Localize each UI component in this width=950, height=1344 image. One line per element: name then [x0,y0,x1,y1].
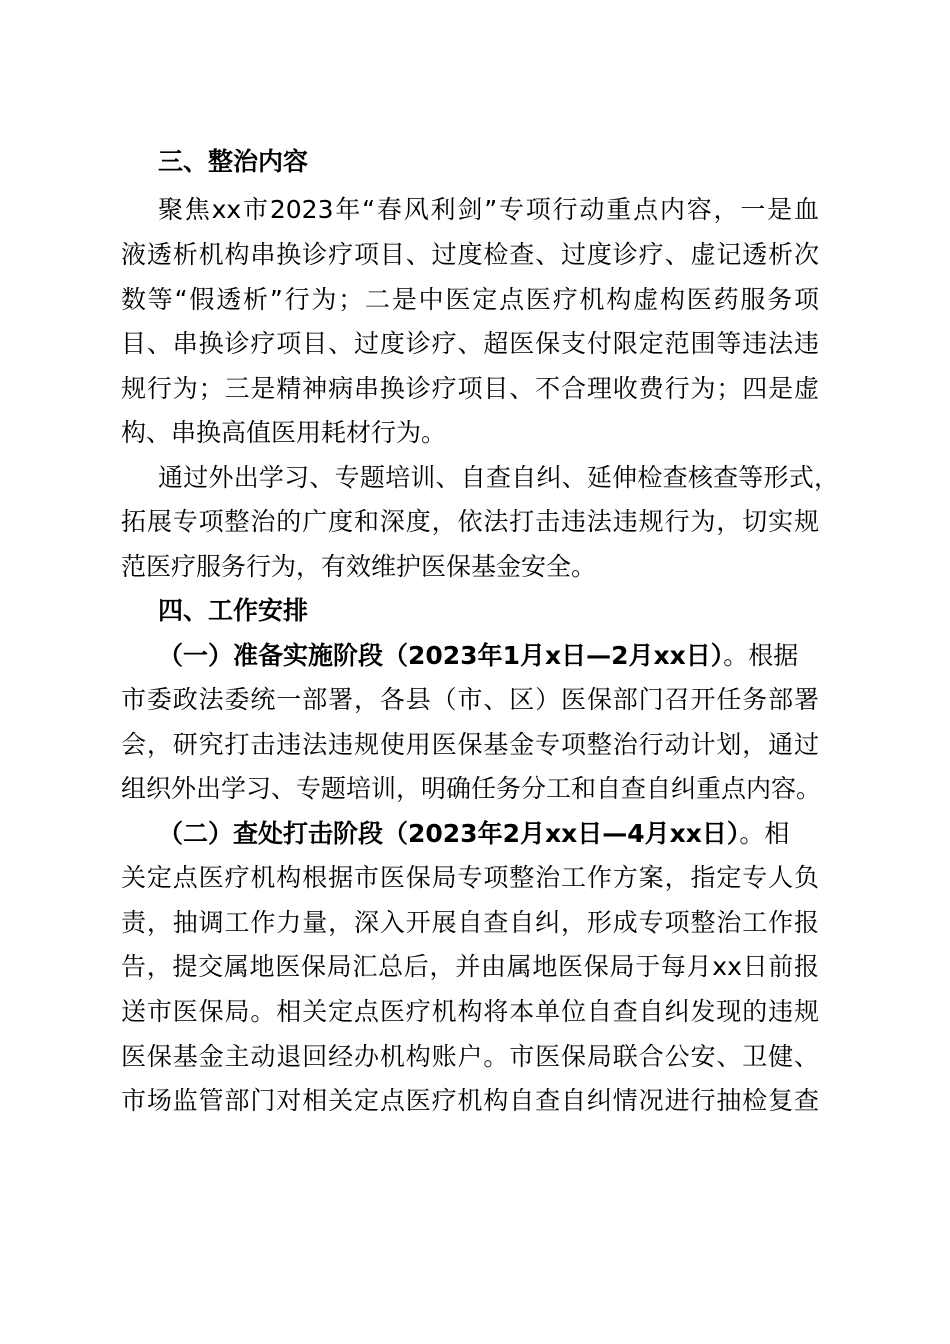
paragraph-line: 市场监管部门对相关定点医疗机构自查自纠情况进行抽检复查 [121,1086,819,1115]
paragraph-line: 拓展专项整治的广度和深度，依法打击违法违规行为，切实规 [121,507,819,536]
paragraph-line [158,812,789,856]
paragraph-text: 。相 [739,819,790,848]
paragraph-line: 关定点医疗机构根据市医保局专项整治工作方案，指定专人负 [121,863,819,892]
paragraph-line: 构、串换高值医用耗材行为。 [121,418,447,447]
phase-label: （二）查处打击阶段（2023年2月xx日—4月xx日） [158,819,740,848]
phase-label: （一）准备实施阶段（2023年1月x日—2月xx日） [158,641,724,670]
paragraph-line: 市委政法委统一部署，各县（市、区）医保部门召开任务部署 [121,685,819,714]
paragraph-line: 医保基金主动退回经办机构账户。市医保局联合公安、卫健、 [121,1042,819,1071]
section-heading-4: 四、工作安排 [158,596,309,625]
paragraph-line: 会，研究打击违法违规使用医保基金专项整治行动计划，通过 [121,730,819,759]
paragraph-line: 聚焦xx市2023年“春风利剑”专项行动重点内容，一是血 [158,195,819,224]
paragraph-line: 目、串换诊疗项目、过度诊疗、超医保支付限定范围等违法违 [121,329,819,358]
paragraph-line: 范医疗服务行为，有效维护医保基金安全。 [121,552,597,581]
paragraph-line: 责，抽调工作力量，深入开展自查自纠，形成专项整治工作报 [121,908,819,937]
paragraph-line: 数等“假透析”行为；二是中医定点医疗机构虚构医药服务项 [121,285,819,314]
paragraph-line: 液透析机构串换诊疗项目、过度检查、过度诊疗、虚记透析次 [121,240,819,269]
paragraph-text: 。根据 [723,641,799,670]
paragraph-line: 组织外出学习、专题培训，明确任务分工和自查自纠重点内容。 [121,774,822,803]
paragraph-line [158,634,798,678]
paragraph-line: 送市医保局。相关定点医疗机构将本单位自查自纠发现的违规 [121,997,819,1026]
section-heading-3: 三、整治内容 [158,147,309,176]
paragraph-line: 告，提交属地医保局汇总后，并由属地医保局于每月xx日前报 [121,952,819,981]
paragraph-line: 规行为；三是精神病串换诊疗项目、不合理收费行为；四是虚 [121,374,819,403]
paragraph-line: 通过外出学习、专题培训、自查自纠、延伸检查核查等形式， [158,463,839,492]
